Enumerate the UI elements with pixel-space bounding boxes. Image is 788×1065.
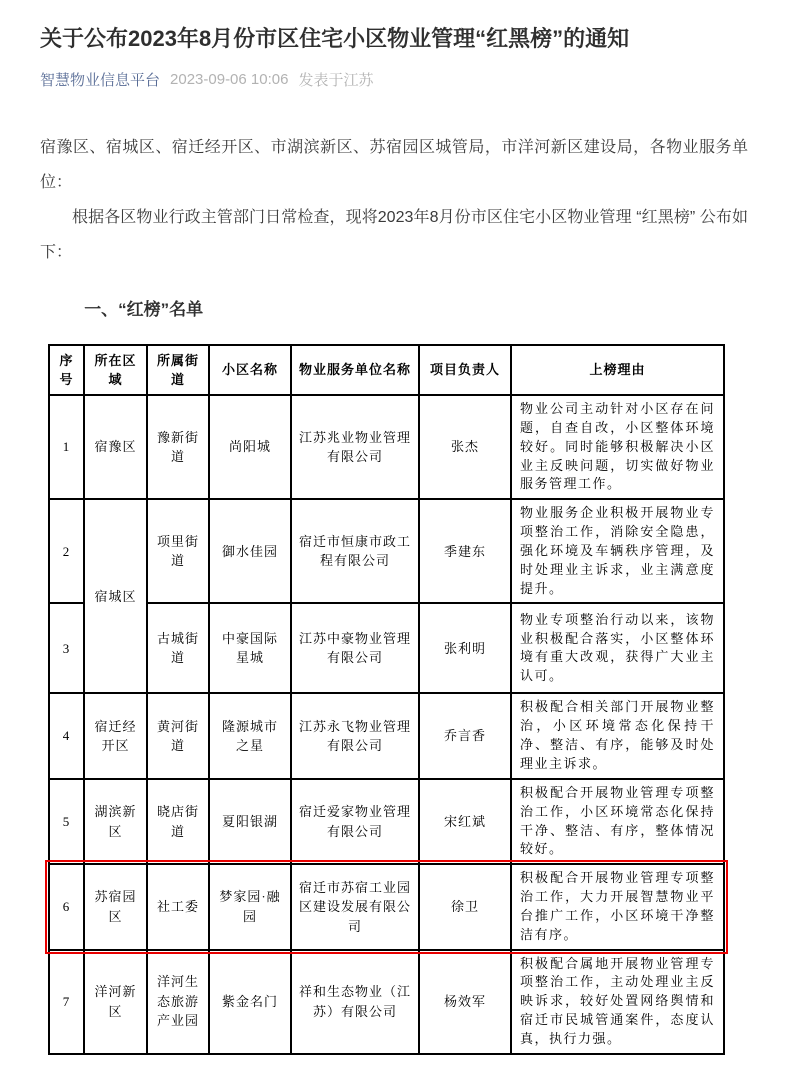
col-header-company: 物业服务单位名称 bbox=[291, 345, 419, 395]
cell-no: 7 bbox=[49, 950, 84, 1054]
table-row bbox=[49, 499, 724, 603]
cell-manager: 季建东 bbox=[419, 499, 511, 603]
red-list-table bbox=[48, 344, 725, 1055]
cell-community: 夏阳银湖 bbox=[209, 779, 291, 864]
table-row bbox=[49, 603, 724, 693]
cell-company: 祥和生态物业（江苏）有限公司 bbox=[291, 950, 419, 1054]
cell-manager: 杨效军 bbox=[419, 950, 511, 1054]
addressee-paragraph: 宿豫区、宿城区、宿迁经开区、市湖滨新区、苏宿园区城管局，市洋河新区建设局，各物业服务单位： bbox=[40, 138, 748, 191]
section-title-red-list: 一、“红榜”名单 bbox=[84, 299, 204, 319]
col-header-manager: 项目负责人 bbox=[419, 345, 511, 395]
cell-district: 宿豫区 bbox=[84, 395, 147, 499]
cell-company: 江苏永飞物业管理有限公司 bbox=[291, 693, 419, 778]
col-header-district: 所在区域 bbox=[84, 345, 147, 395]
cell-no: 4 bbox=[49, 693, 84, 778]
publish-datetime: 2023-09-06 10:06 bbox=[170, 70, 289, 88]
cell-district-merged: 宿城区 bbox=[84, 499, 147, 693]
source-account-link[interactable]: 智慧物业信息平台 bbox=[40, 71, 161, 89]
cell-company: 宿迁市苏宿工业园区建设发展有限公司 bbox=[291, 864, 419, 949]
cell-community: 梦家园·融园 bbox=[209, 864, 291, 949]
cell-district: 苏宿园区 bbox=[84, 864, 147, 949]
cell-manager: 张利明 bbox=[419, 603, 511, 693]
article-body bbox=[40, 130, 748, 271]
cell-street: 黄河街道 bbox=[147, 693, 209, 778]
cell-district: 洋河新区 bbox=[84, 950, 147, 1054]
article-meta bbox=[40, 69, 748, 90]
cell-no: 5 bbox=[49, 779, 84, 864]
table-row bbox=[49, 779, 724, 864]
cell-reason: 积极配合开展物业管理专项整治工作，大力开展智慧物业平台推广工作，小区环境干净整洁有序。 bbox=[511, 864, 724, 949]
table-row bbox=[49, 950, 724, 1054]
cell-street: 洋河生态旅游产业园 bbox=[147, 950, 209, 1054]
cell-community: 御水佳园 bbox=[209, 499, 291, 603]
cell-street: 豫新街道 bbox=[147, 395, 209, 499]
cell-street: 古城街道 bbox=[147, 603, 209, 693]
col-header-community: 小区名称 bbox=[209, 345, 291, 395]
cell-reason: 积极配合属地开展物业管理专项整治工作，主动处理业主反映诉求，较好处置网络舆情和宿迁市民城管通案件，态度认真，执行力强。 bbox=[511, 950, 724, 1054]
cell-street: 社工委 bbox=[147, 864, 209, 949]
cell-no: 2 bbox=[49, 499, 84, 603]
publish-location: 发表于江苏 bbox=[298, 71, 374, 89]
cell-manager: 乔言香 bbox=[419, 693, 511, 778]
intro-paragraph: 根据各区物业行政主管部门日常检查，现将2023年8月份市区住宅小区物业管理 “红黑榜” 公布如下： bbox=[40, 209, 748, 262]
table-row-highlighted bbox=[49, 864, 724, 949]
cell-street: 项里街道 bbox=[147, 499, 209, 603]
cell-district: 宿迁经开区 bbox=[84, 693, 147, 778]
cell-no: 6 bbox=[49, 864, 84, 949]
cell-street: 晓店街道 bbox=[147, 779, 209, 864]
cell-reason: 物业服务企业积极开展物业专项整治工作，消除安全隐患，强化环境及车辆秩序管理，及时处理业主诉求，业主满意度提升。 bbox=[511, 499, 724, 603]
cell-manager: 徐卫 bbox=[419, 864, 511, 949]
red-list-table-container bbox=[48, 344, 748, 1065]
col-header-reason: 上榜理由 bbox=[511, 345, 724, 395]
cell-community: 尚阳城 bbox=[209, 395, 291, 499]
table-header-row bbox=[49, 345, 724, 395]
cell-community: 中豪国际星城 bbox=[209, 603, 291, 693]
cell-company: 宿迁爱家物业管理有限公司 bbox=[291, 779, 419, 864]
cell-community: 隆源城市之星 bbox=[209, 693, 291, 778]
table-row bbox=[49, 693, 724, 778]
cell-reason: 物业专项整治行动以来，该物业积极配合落实，小区整体环境有重大改观，获得广大业主认可。 bbox=[511, 603, 724, 693]
cell-district: 湖滨新区 bbox=[84, 779, 147, 864]
cell-company: 宿迁市恒康市政工程有限公司 bbox=[291, 499, 419, 603]
col-header-no: 序号 bbox=[49, 345, 84, 395]
cell-no: 1 bbox=[49, 395, 84, 499]
cell-manager: 宋红斌 bbox=[419, 779, 511, 864]
cell-reason: 物业公司主动针对小区存在问题，自查自改，小区整体环境较好。同时能够积极解决小区业主反映问题，切实做好物业服务管理工作。 bbox=[511, 395, 724, 499]
cell-no: 3 bbox=[49, 603, 84, 693]
cell-community: 紫金名门 bbox=[209, 950, 291, 1054]
col-header-street: 所属街道 bbox=[147, 345, 209, 395]
cell-reason: 积极配合相关部门开展物业整治，小区环境常态化保持干净、整洁、有序，能够及时处理业主诉求。 bbox=[511, 693, 724, 778]
table-row bbox=[49, 395, 724, 499]
cell-company: 江苏兆业物业管理有限公司 bbox=[291, 395, 419, 499]
cell-company: 江苏中豪物业管理有限公司 bbox=[291, 603, 419, 693]
page-title: 关于公布2023年8月份市区住宅小区物业管理“红黑榜”的通知 bbox=[40, 26, 630, 51]
cell-manager: 张杰 bbox=[419, 395, 511, 499]
cell-reason: 积极配合开展物业管理专项整治工作，小区环境常态化保持干净、整洁、有序，整体情况较好。 bbox=[511, 779, 724, 864]
